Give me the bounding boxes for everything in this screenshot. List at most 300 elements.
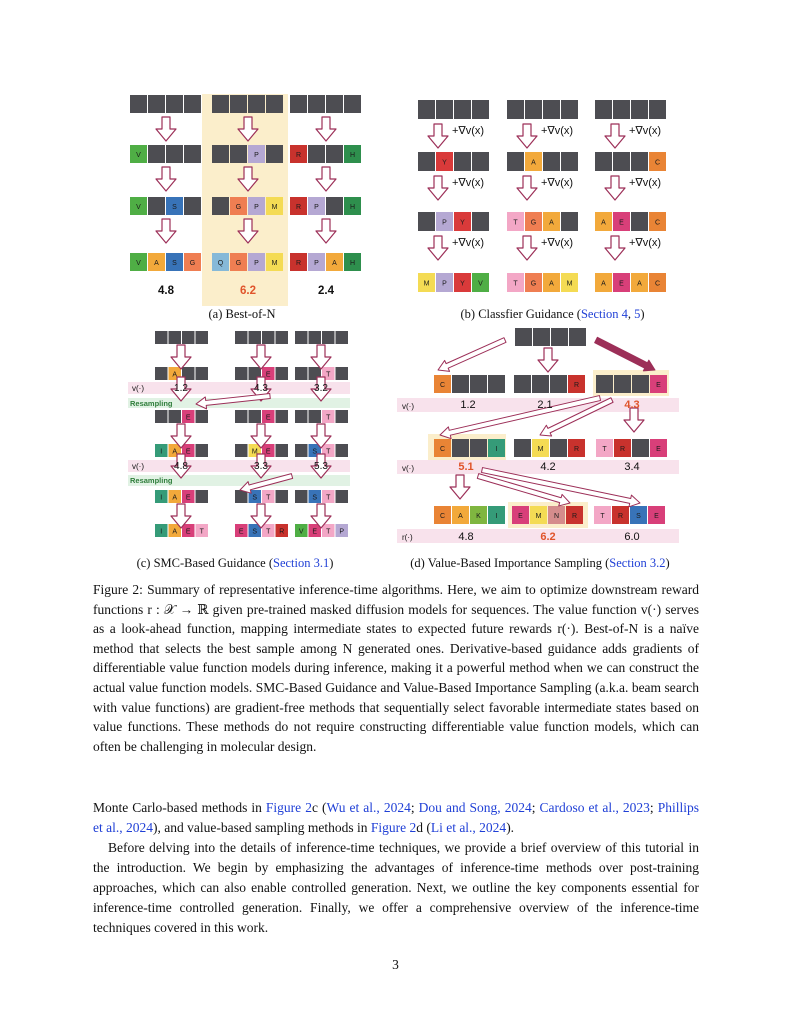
down-arrow-icon <box>517 124 537 148</box>
token-letter: C <box>654 159 661 167</box>
token-letter: Q <box>217 260 224 267</box>
citation-phillips[interactable]: Phillips et al., 2024 <box>93 800 699 835</box>
token-letter: P <box>254 152 259 159</box>
panel-a-score: 4.8 <box>158 285 174 297</box>
masked-token <box>196 444 209 457</box>
panel-a-seq-r0-c0 <box>130 95 201 113</box>
token-letter: T <box>266 494 271 502</box>
gradient-label: +∇v(x) <box>628 177 662 189</box>
token-letter: T <box>199 528 204 536</box>
masked-token <box>196 331 209 344</box>
token-letter: T <box>326 371 331 379</box>
token-letter: Y <box>460 280 465 288</box>
masked-token <box>418 100 435 119</box>
masked-token <box>184 95 201 113</box>
token-letter: G <box>235 260 242 267</box>
masked-token <box>550 439 567 457</box>
down-arrow-icon <box>316 167 336 191</box>
masked-token <box>533 328 550 346</box>
token-letter: M <box>423 280 430 288</box>
masked-token <box>230 145 247 163</box>
masked-token <box>248 95 265 113</box>
masked-token <box>309 331 322 344</box>
token-letter: T <box>602 446 607 453</box>
token-letter: G <box>530 280 537 288</box>
masked-token <box>543 100 560 119</box>
masked-token <box>452 375 469 393</box>
masked-token <box>525 100 542 119</box>
masked-token <box>631 212 648 231</box>
token-letter: S <box>252 494 258 502</box>
token-letter: P <box>314 260 319 267</box>
token-letter: A <box>531 159 536 167</box>
token-letter: T <box>266 528 271 536</box>
token-letter: R <box>573 382 580 389</box>
citation-wu[interactable]: Wu et al., 2024 <box>326 800 411 815</box>
gradient-label: +∇v(x) <box>451 237 485 249</box>
panel-b-seq-r3-c1 <box>507 273 578 292</box>
panel-d-seq-r1-c0 <box>434 375 505 393</box>
branch-arrow-icon <box>538 348 558 372</box>
masked-token <box>276 367 289 380</box>
section-3-2-link[interactable]: Section 3.2 <box>609 556 666 570</box>
gradient-label: +∇v(x) <box>451 177 485 189</box>
masked-token <box>488 375 505 393</box>
panel-c-value: 3.2 <box>314 383 328 394</box>
panel-d-value: 6.2 <box>540 531 556 543</box>
down-arrow-icon <box>316 117 336 141</box>
panel-b-seq-r2-c0 <box>418 212 489 231</box>
masked-token <box>336 331 349 344</box>
token-letter: C <box>439 513 446 520</box>
panel-b-seq-r0-c2 <box>595 100 666 119</box>
masked-token <box>295 444 308 457</box>
token-letter: A <box>172 528 178 536</box>
token-letter: G <box>189 260 196 267</box>
panel-d-seq-r3-c0 <box>434 506 505 524</box>
masked-token <box>169 331 182 344</box>
panel-b-seq-r1-c0 <box>418 152 489 171</box>
masked-token <box>649 100 666 119</box>
panel-b-seq-r3-c0 <box>418 273 489 292</box>
panel-a-score: 6.2 <box>240 285 256 297</box>
token-letter: C <box>654 219 661 227</box>
token-letter: E <box>656 446 661 453</box>
token-letter: G <box>235 204 242 211</box>
masked-token <box>454 100 471 119</box>
section-4-link[interactable]: Section 4 <box>580 307 628 321</box>
token-letter: M <box>566 280 573 288</box>
down-arrow-icon <box>428 236 448 260</box>
panel-b-seq-r1-c2 <box>595 152 666 171</box>
token-letter: V <box>478 280 483 288</box>
token-letter: I <box>160 448 163 456</box>
masked-token <box>196 410 209 423</box>
token-letter: E <box>185 494 191 502</box>
masked-token <box>532 375 549 393</box>
panel-c-seq-r2-c0 <box>155 410 208 423</box>
masked-token <box>561 152 578 171</box>
masked-token <box>326 95 343 113</box>
panel-c-value: 1.2 <box>174 383 188 394</box>
token-letter: C <box>439 382 446 389</box>
masked-token <box>262 331 275 344</box>
token-letter: P <box>442 280 447 288</box>
masked-token <box>336 444 349 457</box>
masked-token <box>631 100 648 119</box>
token-letter: I <box>160 494 163 502</box>
masked-token <box>452 439 469 457</box>
masked-token <box>290 95 307 113</box>
panel-d-root-seq <box>515 328 586 346</box>
token-letter: E <box>238 528 244 536</box>
token-letter: S <box>312 448 318 456</box>
branch-arrow-icon <box>450 475 470 499</box>
token-letter: V <box>136 152 141 159</box>
token-letter: T <box>326 494 331 502</box>
masked-token <box>436 100 453 119</box>
masked-token <box>266 95 283 113</box>
panel-c-seq-r4-c1 <box>235 490 288 503</box>
token-letter: R <box>295 152 302 159</box>
masked-token <box>322 331 335 344</box>
masked-token <box>514 439 531 457</box>
token-letter: H <box>349 152 356 159</box>
gradient-label: +∇v(x) <box>540 125 574 137</box>
masked-token <box>561 100 578 119</box>
token-letter: A <box>332 260 337 267</box>
masked-token <box>595 152 612 171</box>
panel-b-seq-r3-c2 <box>595 273 666 292</box>
figure-caption: Figure 2: Summary of representative inference-time algorithms. Here, we aim to optimize downstream reward functions r : 𝒳 → ℝ given pre-trained masked diffusion models for sequences. The value function v(·) serves as a look-ahead function, mapping intermediate states to expected future rewards r(·). Best-of-N is a naïve method that selects the best sample among N generated ones. Derivative-based guidance adds gradients of differentiable value function models during inference, making it a powerful method when we can construct the actual value function models. SMC-Based Guidance and Value-Based Importance Sampling (a.k.a. beam search with value functions) are gradient-free methods that sequentially select favorable intermediate states based on value functions. These methods do not require constructing differentiable value function models, which can often be challenging in molecular design. <box>93 582 699 754</box>
token-letter: A <box>549 280 554 288</box>
masked-token <box>613 152 630 171</box>
token-letter: A <box>172 371 178 379</box>
token-letter: A <box>601 219 606 227</box>
masked-token <box>196 367 209 380</box>
token-letter: S <box>172 260 177 267</box>
paragraph-2: Before delving into the details of inference-time techniques, we provide a brief overview of this tutorial in the introduction. We begin by emphasizing the advantages of inference-time methods over post-training approaches, which can also enable controlled generation. Next, we outline the key components essential for inference-time controlled generation. Finally, we offer a comprehensive overview of the inference-time techniques covered in this work. <box>93 840 699 935</box>
token-letter: A <box>172 494 178 502</box>
masked-token <box>212 197 229 215</box>
masked-token <box>507 100 524 119</box>
masked-token <box>148 95 165 113</box>
panel-d-seq-r2-c1 <box>514 439 585 457</box>
masked-token <box>561 212 578 231</box>
section-5-link[interactable]: 5 <box>634 307 641 321</box>
masked-token <box>595 100 612 119</box>
masked-token <box>276 410 289 423</box>
panel-a-caption: (a) Best-of-N <box>208 307 276 321</box>
token-letter: C <box>439 446 446 453</box>
gradient-label: +∇v(x) <box>628 237 662 249</box>
masked-token <box>472 100 489 119</box>
masked-token <box>295 367 308 380</box>
panel-c-value: 4.3 <box>254 383 268 394</box>
token-letter: T <box>326 414 331 422</box>
panel-d-value: 4.8 <box>458 531 474 543</box>
token-letter: E <box>265 414 271 422</box>
masked-token <box>155 367 168 380</box>
masked-token <box>235 410 248 423</box>
token-letter: R <box>573 446 580 453</box>
panel-c-seq-r2-c2 <box>295 410 348 423</box>
token-letter: V <box>136 260 141 267</box>
masked-token <box>148 197 165 215</box>
down-arrow-icon <box>311 345 331 369</box>
body-text <box>93 798 699 938</box>
resampling-label: Resampling <box>130 476 173 485</box>
down-arrow-icon <box>156 219 176 243</box>
panel-c-seq-r0-c1 <box>235 331 288 344</box>
token-letter: E <box>654 513 659 520</box>
token-letter: N <box>553 513 560 520</box>
masked-token <box>515 328 532 346</box>
token-letter: R <box>571 513 578 520</box>
value-fn-label: v(·) <box>132 384 144 393</box>
down-arrow-icon <box>316 219 336 243</box>
token-letter: R <box>295 260 302 267</box>
masked-token <box>614 375 631 393</box>
token-letter: M <box>537 446 544 453</box>
masked-token <box>454 152 471 171</box>
panel-b-seq-r0-c1 <box>507 100 578 119</box>
token-letter: P <box>254 204 259 211</box>
token-letter: I <box>495 446 498 453</box>
masked-token <box>336 490 349 503</box>
token-letter: R <box>617 513 624 520</box>
token-letter: E <box>619 280 624 288</box>
masked-token <box>130 95 147 113</box>
down-arrow-icon <box>605 124 625 148</box>
token-letter: P <box>339 528 345 536</box>
figure-2-link-2[interactable]: Figure 2 <box>370 820 417 835</box>
masked-token <box>166 145 183 163</box>
panel-c-seq-r4-c2 <box>295 490 348 503</box>
masked-token <box>336 410 349 423</box>
token-letter: T <box>513 280 518 288</box>
panel-a-seq-r3-c0 <box>130 253 201 271</box>
masked-token <box>344 95 361 113</box>
panel-d-value: 6.0 <box>624 531 640 543</box>
panel-d-value: 2.1 <box>537 399 553 411</box>
panel-b-seq-r2-c1 <box>507 212 578 231</box>
panel-b-seq-r1-c1 <box>507 152 578 171</box>
masked-token <box>551 328 568 346</box>
panel-d-value: 5.1 <box>458 461 474 473</box>
masked-token <box>212 145 229 163</box>
masked-token <box>266 145 283 163</box>
value-fn-label: v(·) <box>402 464 414 473</box>
masked-token <box>569 328 586 346</box>
masked-token <box>472 152 489 171</box>
masked-token <box>155 331 168 344</box>
masked-token <box>230 95 247 113</box>
masked-token <box>148 145 165 163</box>
down-arrow-icon <box>156 117 176 141</box>
panel-c-caption: (c) SMC-Based Guidance (Section 3.1) <box>136 556 334 570</box>
token-letter: R <box>619 446 626 453</box>
masked-token <box>169 410 182 423</box>
masked-token <box>276 331 289 344</box>
page-number: 3 <box>392 957 399 972</box>
panel-a-seq-r0-c2 <box>290 95 361 113</box>
paragraph-1: Monte Carlo-based methods in Figure 2c (Wu et al., 2024; Dou and Song, 2024; Cardoso et al., 2023; Phillips et al., 2024), and value-based sampling methods in Figure 2d (Li et al., 2024). <box>93 800 699 835</box>
panel-a-score: 2.4 <box>318 285 334 297</box>
token-letter: A <box>637 280 642 288</box>
panel-d-value: 4.3 <box>624 399 640 411</box>
figure-2-link[interactable]: Figure 2 <box>265 800 312 815</box>
masked-token <box>326 197 343 215</box>
panel-a-seq-r2-c2 <box>290 197 361 215</box>
branch-arrow-icon <box>438 338 506 372</box>
panel-d-value: 1.2 <box>460 399 476 411</box>
masked-token <box>550 375 567 393</box>
masked-token <box>613 100 630 119</box>
token-letter: A <box>154 260 159 267</box>
gradient-label: +∇v(x) <box>628 125 662 137</box>
token-letter: C <box>654 280 661 288</box>
token-letter: E <box>185 448 191 456</box>
masked-token <box>235 331 248 344</box>
value-fn-label: v(·) <box>132 462 144 471</box>
token-letter: V <box>136 204 141 211</box>
token-letter: P <box>254 260 259 267</box>
masked-token <box>308 95 325 113</box>
panel-c-value: 4.8 <box>174 461 188 472</box>
masked-token <box>309 410 322 423</box>
masked-token <box>326 145 343 163</box>
token-letter: S <box>312 494 318 502</box>
token-letter: T <box>600 513 605 520</box>
token-letter: M <box>271 204 278 211</box>
token-letter: S <box>172 204 177 211</box>
masked-token <box>235 444 248 457</box>
masked-token <box>276 444 289 457</box>
citation-li[interactable]: Li et al., 2024 <box>430 820 507 835</box>
panel-c-value: 5.3 <box>314 461 328 472</box>
panel-c-seq-r0-c2 <box>295 331 348 344</box>
masked-token <box>249 331 262 344</box>
masked-token <box>632 439 649 457</box>
token-letter: I <box>495 513 498 520</box>
token-letter: M <box>271 260 278 267</box>
token-letter: A <box>549 219 554 227</box>
panel-d-value: 3.4 <box>624 461 640 473</box>
token-letter: Y <box>460 219 465 227</box>
token-letter: A <box>601 280 606 288</box>
masked-token <box>184 145 201 163</box>
token-letter: E <box>265 448 271 456</box>
masked-token <box>418 152 435 171</box>
section-3-1-link[interactable]: Section 3.1 <box>273 556 330 570</box>
token-letter: G <box>530 219 537 227</box>
panel-c-seq-r4-c0 <box>155 490 208 503</box>
token-letter: H <box>349 204 356 211</box>
masked-token <box>631 152 648 171</box>
down-arrow-icon <box>428 124 448 148</box>
token-letter: T <box>513 219 518 227</box>
masked-token <box>470 375 487 393</box>
selected-branch-arrow-icon <box>595 337 655 370</box>
token-letter: R <box>295 204 302 211</box>
panel-a-seq-r3-c2 <box>290 253 361 271</box>
panel-d-seq-r2-c2 <box>596 439 667 457</box>
token-letter: A <box>172 448 178 456</box>
panel-a-seq-r2-c0 <box>130 197 201 215</box>
panel-c-seq-r2-c1 <box>235 410 288 423</box>
value-fn-label: v(·) <box>402 402 414 411</box>
panel-b-seq-r2-c2 <box>595 212 666 231</box>
down-arrow-icon <box>171 345 191 369</box>
token-letter: M <box>251 448 258 456</box>
token-letter: R <box>279 528 285 536</box>
down-arrow-icon <box>428 176 448 200</box>
token-letter: E <box>619 219 624 227</box>
token-letter: S <box>252 528 258 536</box>
down-arrow-icon <box>605 176 625 200</box>
panel-a-seq-r1-c2 <box>290 145 361 163</box>
token-letter: E <box>518 513 523 520</box>
token-letter: S <box>636 513 641 520</box>
token-letter: H <box>349 260 356 267</box>
token-letter: E <box>185 414 191 422</box>
masked-token <box>472 212 489 231</box>
panel-a-seq-r1-c0 <box>130 145 201 163</box>
resampling-label: Resampling <box>130 399 173 408</box>
panel-d-seq-r3-c2 <box>594 506 665 524</box>
token-letter: E <box>312 528 318 536</box>
panel-c-seq-r0-c0 <box>155 331 208 344</box>
masked-token <box>336 367 349 380</box>
panel-d-value: 4.2 <box>540 461 556 473</box>
masked-token <box>166 95 183 113</box>
masked-token <box>295 490 308 503</box>
masked-token <box>632 375 649 393</box>
panel-d-caption: (d) Value-Based Importance Sampling (Section 3.2) <box>410 556 670 570</box>
masked-token <box>155 410 168 423</box>
reward-fn-label: r(·) <box>402 533 413 542</box>
gradient-label: +∇v(x) <box>540 177 574 189</box>
gradient-label: +∇v(x) <box>540 237 574 249</box>
masked-token <box>182 331 195 344</box>
citation-dou[interactable]: Dou and Song, 2024 <box>418 800 532 815</box>
panel-c-value: 3.3 <box>254 461 268 472</box>
masked-token <box>418 212 435 231</box>
masked-token <box>249 410 262 423</box>
token-letter: T <box>326 448 331 456</box>
masked-token <box>470 439 487 457</box>
masked-token <box>514 375 531 393</box>
token-letter: I <box>160 528 163 536</box>
masked-token <box>196 490 209 503</box>
down-arrow-icon <box>605 236 625 260</box>
panel-b-seq-r0-c0 <box>418 100 489 119</box>
gradient-label: +∇v(x) <box>451 125 485 137</box>
token-letter: Y <box>442 159 447 167</box>
masked-token <box>295 331 308 344</box>
masked-token <box>596 375 613 393</box>
citation-cardoso[interactable]: Cardoso et al., 2023 <box>539 800 650 815</box>
token-letter: K <box>476 513 481 520</box>
panel-b-caption: (b) Classfier Guidance (Section 4, 5) <box>460 307 645 321</box>
token-letter: A <box>458 513 463 520</box>
token-letter: E <box>185 528 191 536</box>
token-letter: M <box>535 513 542 520</box>
masked-token <box>507 152 524 171</box>
masked-token <box>543 152 560 171</box>
token-letter: E <box>265 371 271 379</box>
